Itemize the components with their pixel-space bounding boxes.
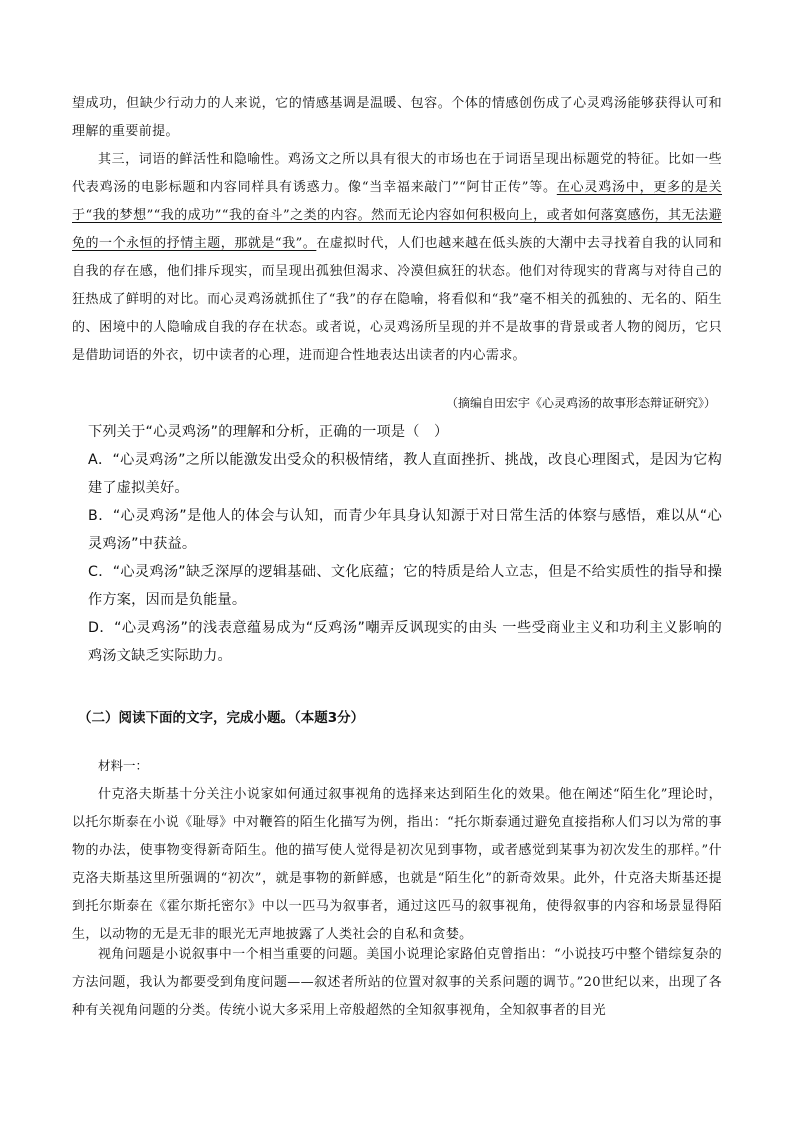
option-a: A．“心灵鸡汤”之所以能激发出受众的积极情绪，教人直面挫折、挑战，改良心理图式，是因为它构建了虚拟美好。	[88, 452, 722, 496]
material-one-label: 材料一：	[98, 758, 149, 773]
material-paragraph-two: 视角问题是小说叙事中一个相当重要的问题。美国小说理论家路伯克曾指出：“小说技巧中整个错综复杂的方法问题，我认为都要受到角度问题——叙述者所站的位置对叙事的关系问题的调节。”20世纪以来，出现了各种有关视角问题的分类。传统小说大多采用上帝般超然的全知叙事视角，全知叙事者的目光	[72, 947, 722, 1018]
question-stem: 下列关于“心灵鸡汤”的理解和分析，正确的一项是（ ）	[88, 424, 449, 440]
section-two-heading: （二）阅读下面的文字，完成小题。（本题3分）	[78, 710, 365, 726]
option-d: D．“心灵鸡汤”的浅表意蕴易成为“反鸡汤”嘲弄反讽现实的由头 一些受商业主义和功利主义影响的鸡汤文缺乏实际助力。	[88, 620, 722, 664]
passage-paragraph-three-lead: 其三，词语的鲜活性和隐喻性。鸡汤文之所以具有很大的市场也在于词语呈现出标题党的特征。比如一些代表鸡汤的电影标题和内容同样具有诱惑力。像“当幸福来敲门”“阿甘正传”等。	[72, 152, 722, 195]
passage-source: （摘编自田宏宇《心灵鸡汤的故事形态辩证研究》）	[445, 396, 716, 410]
passage-paragraph-three	[72, 146, 722, 370]
passage-paragraph-continued: 望成功，但缺少行动力的人来说，它的情感基调是温暖、包容。个体的情感创伤成了心灵鸡汤能够获得认可和理解的重要前提。	[72, 96, 722, 139]
passage-paragraph-three-rest: 在虚拟时代，人们也越来越在低头族的大潮中去寻找着自我的认同和自我的存在感，他们排斥现实，而呈现出孤独但渴求、冷漠但疯狂的状态。他们对待现实的背离与对待自己的狂热成了鲜明的对比。而心灵鸡汤就抓住了“我”的存在隐喻，将看似和“我”毫不相关的孤独的、无名的、陌生的、困境中的人隐喻成自我的存在状态。或者说，心灵鸡汤所呈现的并不是故事的背景或者人物的阅历，它只是借助词语的外衣，切中读者的心理，进而迎合性地表达出读者的内心需求。	[72, 236, 722, 363]
option-b: B．“心灵鸡汤”是他人的体会与认知，而青少年具身认知源于对日常生活的体察与感悟，难以从“心灵鸡汤”中获益。	[88, 508, 722, 552]
underlined-sentence: 在心灵鸡汤中，更多的是关于“我的梦想”“我的成功”“我的奋斗”之类的内容。然而无论内容如何积极向上，或者如何落寞感伤，其无法避免的一个永恒的抒情主题，那就是“我”。	[72, 180, 722, 251]
option-c: C．“心灵鸡汤”缺乏深厚的逻辑基础、文化底蕴；它的特质是给人立志，但是不给实质性的指导和操作方案，因而是负能量。	[88, 564, 722, 608]
material-paragraph-one: 什克洛夫斯基十分关注小说家如何通过叙事视角的选择来达到陌生化的效果。他在阐述“陌生化”理论时，以托尔斯泰在小说《耻辱》中对鞭笞的陌生化描写为例，指出：“托尔斯泰通过避免直接指称人们习以为常的事物的办法，使事物变得新奇陌生。他的描写使人觉得是初次见到事物，或者感觉到某事为初次发生的那样。”什克洛夫斯基这里所强调的“初次”，就是事物的新鲜感，也就是“陌生化”的新奇效果。此外，什克洛夫斯基还提到托尔斯泰在《霍尔斯托密尔》中以一匹马为叙事者，通过这匹马的叙事视角，使得叙事的内容和场景显得陌生，以动物的无是无非的眼光无声地披露了人类社会的自私和贪婪。	[72, 787, 722, 942]
